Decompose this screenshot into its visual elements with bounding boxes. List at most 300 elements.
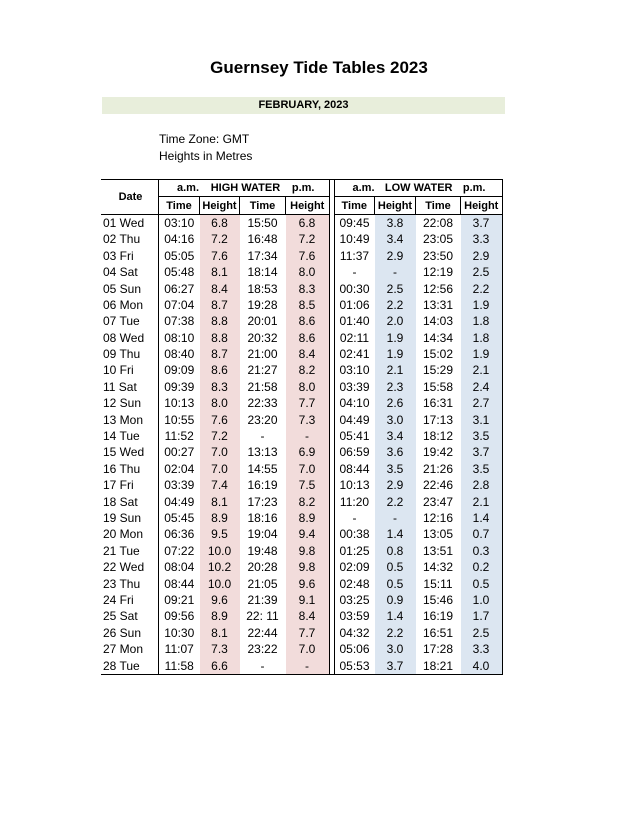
date-cell: 23 Thu [103,576,141,591]
date-cell: 26 Sun [103,625,142,640]
lw-pm-height-cell: 1.9 [461,297,503,313]
hw-pm-height-cell: 7.7 [286,625,330,641]
tide-table-body [101,214,502,674]
lw-am-height-cell: 3.5 [375,461,416,477]
lw-am-time-cell: 08:44 [339,461,370,476]
date-cell: 02 Thu [103,232,141,247]
date-cell: 19 Sun [103,511,142,525]
hw-pm-height-cell: 9.8 [286,559,330,575]
hw-am-height-cell: 7.0 [200,461,240,477]
table-row [101,395,502,411]
hw-pm-time-cell: 22: 11 [246,609,279,624]
lw-pm-time-cell: 15:46 [422,592,454,607]
lw-pm-time-cell: 22:46 [422,478,454,493]
date-header: Date [101,180,159,215]
lw-am-time-cell: 09:45 [339,215,370,230]
hw-pm-height-cell: 7.5 [286,477,330,493]
high-water-pm-label: p.m. [291,182,315,195]
lw-pm-time-cell: 16:19 [422,609,454,624]
lw-pm-height-cell: 0.2 [461,559,503,575]
hw-pm-time-cell: 18:14 [247,265,278,280]
hw-pm-height-cell: 8.3 [286,280,330,296]
table-row [101,297,502,313]
lw-pm-time-cell: 16:51 [422,625,454,640]
col-header-lw-am-time: Time [334,197,375,214]
table-row [101,280,502,296]
date-cell: 16 Thu [103,461,141,476]
time-zone-note: Time Zone: GMT [159,132,250,146]
lw-pm-height-cell: 3.3 [461,231,503,247]
table-row [101,510,502,526]
hw-am-height-cell: 8.8 [200,313,240,329]
lw-pm-height-cell: 3.1 [461,411,503,427]
hw-pm-time-cell: 17:23 [247,494,278,509]
lw-pm-height-cell: 1.4 [461,510,503,526]
table-row [101,641,502,657]
hw-am-time-cell: 07:22 [159,543,200,559]
lw-am-time-cell: 03:39 [339,379,370,394]
hw-am-height-cell: 7.6 [200,411,240,427]
lw-am-time-cell: 03:59 [339,609,370,624]
lw-am-time-cell: - [352,511,357,525]
date-cell: 11 Sat [103,379,137,394]
table-row [101,428,502,444]
lw-pm-height-cell: 3.5 [461,428,503,444]
table-row [101,657,502,674]
lw-pm-height-cell: 2.9 [461,248,503,264]
hw-pm-height-cell: 7.0 [286,641,330,657]
table-row [101,477,502,493]
table-row [101,362,502,378]
lw-pm-height-cell: 0.7 [461,526,503,542]
hw-am-height-cell: 10.0 [200,575,240,591]
date-cell: 24 Fri [103,592,134,607]
date-cell: 28 Tue [101,657,159,674]
hw-am-time-cell: 09:09 [159,362,200,378]
hw-am-height-cell: 7.2 [200,428,240,444]
date-cell: 05 Sun [103,281,142,296]
lw-pm-height-cell: 2.8 [461,477,503,493]
lw-pm-time-cell: 18:21 [416,657,461,674]
hw-pm-height-cell: 9.1 [286,592,330,608]
hw-pm-time-cell: 19:48 [247,543,278,558]
lw-pm-height-cell: 1.9 [461,346,503,362]
date-cell: 27 Mon [103,642,144,657]
table-row [101,608,502,624]
lw-am-time-cell: 00:30 [339,281,370,296]
hw-pm-time-cell: 15:50 [247,215,278,230]
lw-pm-time-cell: 22:08 [422,215,454,230]
lw-pm-time-cell: 18:12 [422,429,454,444]
hw-am-height-cell: 8.6 [200,362,240,378]
table-row [101,592,502,608]
lw-pm-height-cell: 3.5 [461,461,503,477]
lw-am-time-cell: 05:41 [339,429,370,444]
lw-pm-height-cell: 3.7 [461,444,503,460]
hw-pm-time-cell: 20:32 [247,330,278,345]
table-row [101,214,502,231]
hw-am-time-cell: 06:27 [159,280,200,296]
lw-am-height-cell: 1.9 [375,330,416,346]
hw-pm-height-cell: 8.2 [286,493,330,509]
table-row [101,461,502,477]
lw-pm-height-cell: 1.0 [461,592,503,608]
date-cell: 18 Sat [103,494,138,509]
date-cell: 22 Wed [103,560,145,575]
col-header-hw-am-height: Height [200,197,240,214]
lw-am-time-cell: 01:25 [339,543,370,558]
hw-am-time-cell: 10:55 [159,411,200,427]
lw-am-time-cell: 02:09 [339,560,370,575]
lw-am-time-cell: 10:49 [339,232,370,247]
lw-am-height-cell: 2.2 [375,493,416,509]
lw-pm-height-cell: 3.7 [461,214,503,231]
lw-pm-height-cell: 2.5 [461,264,503,280]
lw-pm-height-cell: 2.4 [461,379,503,395]
lw-am-time-cell: 11:37 [339,248,370,263]
table-row [101,575,502,591]
lw-am-height-cell: 0.5 [375,575,416,591]
lw-pm-time-cell: 12:16 [422,511,454,525]
lw-am-height-cell: 2.9 [375,477,416,493]
hw-pm-height-cell: 9.8 [286,543,330,559]
hw-pm-time-cell: 21:05 [247,576,278,591]
hw-pm-time-cell: 14:55 [247,461,278,476]
low-water-header [334,180,502,197]
lw-am-time-cell: 01:40 [339,314,370,329]
hw-pm-height-cell: 8.9 [286,510,330,526]
hw-am-time-cell: 08:44 [159,575,200,591]
lw-am-height-cell: 3.4 [375,231,416,247]
lw-pm-height-cell: 2.1 [461,493,503,509]
date-cell: 07 Tue [103,314,140,329]
hw-am-time-cell: 08:10 [159,330,200,346]
lw-am-time-cell: - [352,265,357,280]
hw-pm-time-cell: 20:01 [247,314,278,329]
table-row [101,444,502,460]
hw-pm-time-cell: 21:58 [247,379,278,394]
lw-am-time-cell: 11:20 [339,494,370,509]
hw-pm-time-cell: 16:48 [247,232,278,247]
col-header-hw-am-time: Time [159,197,200,214]
lw-pm-time-cell: 13:51 [422,543,454,558]
lw-am-time-cell: 02:41 [339,347,370,362]
lw-pm-height-cell: 1.8 [461,313,503,329]
hw-pm-height-cell: - [286,428,330,444]
lw-pm-time-cell: 15:29 [422,363,454,378]
hw-am-height-cell: 10.0 [200,543,240,559]
lw-am-height-cell: - [375,264,416,280]
hw-am-height-cell: 8.0 [200,395,240,411]
hw-am-time-cell: 08:04 [159,559,200,575]
lw-am-height-cell: 3.8 [375,214,416,231]
tide-table [101,179,503,675]
hw-am-height-cell: 10.2 [200,559,240,575]
hw-pm-height-cell: - [286,657,330,674]
lw-pm-time-cell: 13:31 [422,297,454,312]
hw-am-time-cell: 11:58 [159,657,200,674]
lw-am-height-cell: - [375,510,416,526]
table-row [101,559,502,575]
hw-am-time-cell: 05:05 [159,248,200,264]
date-cell: 06 Mon [103,297,144,312]
lw-pm-time-cell: 14:03 [422,314,454,329]
lw-pm-time-cell: 12:56 [422,281,454,296]
date-cell: 20 Mon [103,527,144,542]
hw-am-time-cell: 08:40 [159,346,200,362]
hw-am-time-cell: 09:39 [159,379,200,395]
lw-pm-height-cell: 2.7 [461,395,503,411]
hw-am-height-cell: 9.5 [200,526,240,542]
hw-am-height-cell: 7.4 [200,477,240,493]
table-row [101,379,502,395]
hw-am-height-cell: 8.3 [200,379,240,395]
hw-pm-height-cell: 8.0 [286,379,330,395]
hw-am-time-cell: 11:52 [159,428,200,444]
table-row [101,231,502,247]
lw-am-time-cell: 02:48 [339,576,370,591]
lw-am-height-cell: 2.6 [375,395,416,411]
lw-am-height-cell: 2.2 [375,297,416,313]
lw-pm-time-cell: 15:02 [422,347,454,362]
lw-pm-height-cell: 2.2 [461,280,503,296]
hw-pm-time-cell: 23:20 [247,412,278,427]
col-header-lw-pm-time: Time [416,197,461,214]
lw-am-time-cell: 04:10 [339,396,370,411]
lw-am-time-cell: 00:38 [339,527,370,542]
lw-pm-time-cell: 17:13 [422,412,454,427]
lw-am-height-cell: 3.7 [375,657,416,674]
lw-am-height-cell: 2.9 [375,248,416,264]
hw-am-height-cell: 7.0 [200,444,240,460]
hw-am-height-cell: 6.6 [200,657,240,674]
hw-pm-height-cell: 7.3 [286,411,330,427]
hw-pm-height-cell: 8.4 [286,346,330,362]
lw-pm-height-cell: 1.7 [461,608,503,624]
date-cell: 01 Wed [103,215,145,230]
hw-pm-time-cell: 13:13 [247,445,278,460]
lw-am-time-cell: 03:25 [339,592,370,607]
page-title: Guernsey Tide Tables 2023 [210,58,428,77]
hw-am-height-cell: 8.4 [200,280,240,296]
hw-am-height-cell: 8.1 [200,625,240,641]
hw-pm-time-cell: 23:22 [247,642,278,657]
hw-am-height-cell: 7.3 [200,641,240,657]
hw-pm-height-cell: 6.8 [286,214,330,231]
hw-pm-time-cell: 21:39 [247,592,278,607]
hw-am-height-cell: 8.1 [200,493,240,509]
hw-am-height-cell: 8.9 [200,510,240,526]
date-cell: 21 Tue [103,543,140,558]
hw-pm-time-cell: 20:28 [247,560,278,575]
date-cell: 10 Fri [103,363,134,378]
hw-pm-height-cell: 8.2 [286,362,330,378]
lw-pm-height-cell: 0.5 [461,575,503,591]
lw-am-height-cell: 2.0 [375,313,416,329]
lw-pm-time-cell: 12:19 [422,265,454,280]
low-water-am-label: a.m. [352,182,375,195]
lw-am-height-cell: 3.6 [375,444,416,460]
lw-pm-height-cell: 0.3 [461,543,503,559]
hw-am-time-cell: 04:16 [159,231,200,247]
lw-am-height-cell: 3.4 [375,428,416,444]
hw-am-height-cell: 8.7 [200,297,240,313]
hw-am-time-cell: 07:04 [159,297,200,313]
lw-am-height-cell: 2.2 [375,625,416,641]
lw-am-height-cell: 0.8 [375,543,416,559]
high-water-header [159,180,330,197]
hw-am-height-cell: 8.9 [200,608,240,624]
hw-am-time-cell: 05:45 [159,510,200,526]
lw-pm-height-cell: 4.0 [461,657,503,674]
heights-unit-note: Heights in Metres [159,149,253,163]
hw-am-time-cell: 07:38 [159,313,200,329]
date-cell: 12 Sun [103,396,142,411]
lw-am-time-cell: 04:32 [339,625,370,640]
hw-am-time-cell: 04:49 [159,493,200,509]
col-header-hw-pm-height: Height [286,197,330,214]
low-water-label: LOW WATER [384,182,453,195]
lw-am-time-cell: 05:53 [334,657,375,674]
hw-am-height-cell: 7.2 [200,231,240,247]
lw-am-height-cell: 3.0 [375,411,416,427]
col-header-lw-am-height: Height [375,197,416,214]
hw-pm-time-cell: 18:53 [247,281,278,296]
lw-am-height-cell: 2.3 [375,379,416,395]
lw-am-time-cell: 05:06 [339,642,370,657]
low-water-pm-label: p.m. [462,182,486,195]
hw-pm-height-cell: 6.9 [286,444,330,460]
lw-am-time-cell: 06:59 [339,445,370,460]
table-row [101,526,502,542]
lw-am-time-cell: 01:06 [339,297,370,312]
hw-pm-height-cell: 8.6 [286,330,330,346]
date-cell: 04 Sat [103,265,138,280]
hw-am-height-cell: 8.1 [200,264,240,280]
lw-am-time-cell: 04:49 [339,412,370,427]
hw-pm-time-cell: 19:28 [247,297,278,312]
date-cell: 15 Wed [103,445,145,460]
date-cell: 25 Sat [103,609,138,624]
table-row [101,264,502,280]
hw-pm-time-cell: 21:27 [247,363,278,378]
col-header-lw-pm-height: Height [461,197,503,214]
hw-am-height-cell: 8.7 [200,346,240,362]
date-cell: 08 Wed [103,330,145,345]
table-row [101,248,502,264]
date-cell: 09 Thu [103,347,141,362]
hw-pm-time-cell: 17:34 [247,248,278,263]
lw-pm-height-cell: 1.8 [461,330,503,346]
hw-am-time-cell: 11:07 [159,641,200,657]
hw-pm-height-cell: 8.6 [286,313,330,329]
hw-pm-height-cell: 7.2 [286,231,330,247]
table-row [101,330,502,346]
date-cell: 13 Mon [103,412,144,427]
hw-am-time-cell: 05:48 [159,264,200,280]
lw-pm-time-cell: 23:05 [422,232,454,247]
lw-pm-time-cell: 13:05 [422,527,454,542]
header-row-groups [101,180,502,197]
hw-am-time-cell: 10:30 [159,625,200,641]
lw-am-height-cell: 1.4 [375,526,416,542]
lw-am-height-cell: 2.5 [375,280,416,296]
lw-pm-time-cell: 23:47 [422,494,454,509]
lw-am-time-cell: 03:10 [339,363,370,378]
high-water-label: HIGH WATER [210,182,281,195]
col-header-hw-pm-time: Time [240,197,286,214]
hw-pm-time-cell: 22:44 [247,625,278,640]
lw-pm-height-cell: 2.5 [461,625,503,641]
hw-am-time-cell: 00:27 [159,444,200,460]
hw-am-time-cell: 09:21 [159,592,200,608]
hw-am-time-cell: 03:39 [159,477,200,493]
hw-pm-height-cell: 7.7 [286,395,330,411]
lw-am-height-cell: 3.0 [375,641,416,657]
table-row [101,625,502,641]
lw-am-height-cell: 0.5 [375,559,416,575]
lw-am-time-cell: 10:13 [339,478,370,493]
table-row [101,346,502,362]
table-row [101,543,502,559]
hw-am-height-cell: 6.8 [200,214,240,231]
hw-am-height-cell: 7.6 [200,248,240,264]
hw-am-time-cell: 10:13 [159,395,200,411]
hw-am-time-cell: 03:10 [159,214,200,231]
hw-pm-height-cell: 9.6 [286,575,330,591]
lw-am-height-cell: 2.1 [375,362,416,378]
hw-pm-time-cell: 18:16 [247,511,278,525]
hw-pm-time-cell: 21:00 [247,347,278,362]
hw-pm-height-cell: 9.4 [286,526,330,542]
hw-am-time-cell: 09:56 [159,608,200,624]
hw-pm-time-cell: - [240,657,286,674]
lw-am-height-cell: 1.9 [375,346,416,362]
hw-pm-height-cell: 7.0 [286,461,330,477]
date-cell: 17 Fri [103,478,134,493]
lw-pm-height-cell: 3.3 [461,641,503,657]
lw-pm-time-cell: 16:31 [422,396,454,411]
date-cell: 03 Fri [103,248,134,263]
high-water-am-label: a.m. [177,182,200,195]
lw-pm-time-cell: 15:11 [423,576,453,591]
date-cell: 14 Tue [103,429,140,444]
hw-am-height-cell: 8.8 [200,330,240,346]
lw-am-height-cell: 1.4 [375,608,416,624]
hw-pm-height-cell: 8.4 [286,608,330,624]
lw-pm-time-cell: 23:50 [422,248,454,263]
hw-am-height-cell: 9.6 [200,592,240,608]
table-row [101,411,502,427]
hw-pm-height-cell: 8.5 [286,297,330,313]
hw-pm-height-cell: 7.6 [286,248,330,264]
hw-pm-height-cell: 8.0 [286,264,330,280]
header-row-columns [101,197,502,214]
lw-pm-height-cell: 2.1 [461,362,503,378]
hw-pm-time-cell: 22:33 [247,396,278,411]
lw-pm-time-cell: 15:58 [422,379,454,394]
hw-pm-time-cell: 19:04 [247,527,278,542]
hw-am-time-cell: 02:04 [159,461,200,477]
lw-am-time-cell: 02:11 [339,330,370,345]
month-banner: FEBRUARY, 2023 [102,97,505,114]
lw-pm-time-cell: 14:32 [422,560,454,575]
hw-pm-time-cell: 16:19 [247,478,278,493]
table-row [101,493,502,509]
hw-am-time-cell: 06:36 [159,526,200,542]
lw-pm-time-cell: 21:26 [422,461,454,476]
hw-pm-time-cell: - [260,429,265,444]
